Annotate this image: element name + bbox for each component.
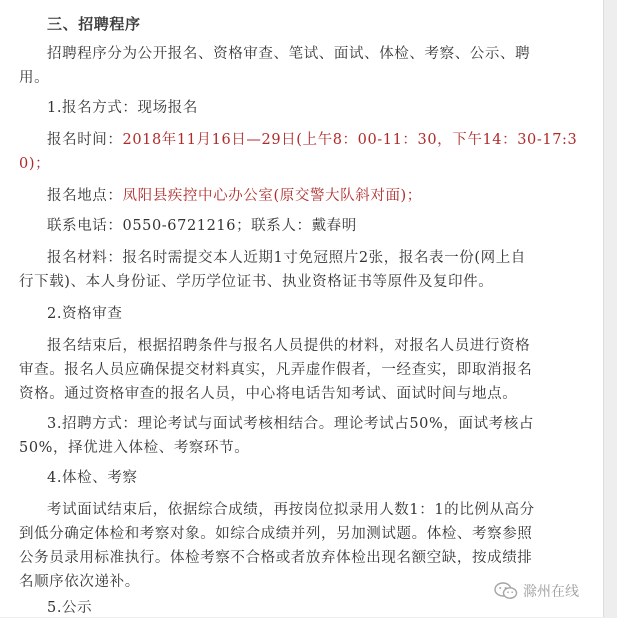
step5-title: 5.公示: [47, 600, 93, 616]
step3-line-2: 50%，择优进入体检、考察环节。: [19, 440, 250, 456]
registration-place: [47, 186, 422, 206]
step4-line-1: 考试面试结束后，依据综合成绩，再按岗位拟录用人数1：1的比例从高分: [47, 502, 535, 518]
step4-line-2: 到低分确定体检和考察对象。如综合成绩并列，另加测试题。体检、考察参照: [19, 526, 533, 542]
source-watermark: [494, 581, 579, 601]
section-heading: 三、招聘程序: [47, 15, 141, 33]
intro-line-1: 招聘程序分为公开报名、资格审查、笔试、面试、体检、考察、公示、聘: [47, 46, 531, 62]
materials-line-1: 报名材料：报名时需提交本人近期1寸免冠照片2张，报名表一份(网上自: [47, 250, 526, 266]
wechat-icon: [494, 582, 518, 600]
registration-time-line-1: [47, 130, 577, 150]
step2-title: 2.资格审查: [47, 306, 123, 322]
watermark-text: 滁州在线: [523, 584, 579, 600]
registration-time-value: 2018年11月16日—29日(上午8：00-11：30，下午14：30-17:3: [122, 132, 578, 148]
registration-place-value: 凤阳县疾控中心办公室(原交警大队斜对面)；: [122, 188, 422, 204]
intro-line-2: 用。: [19, 70, 50, 86]
step3-line-1: 3.招聘方式：理论考试与面试考核相结合。理论考试占50%，面试考核占: [47, 416, 534, 432]
step4-line-3: 公务员录用标准执行。体检考察不合格或者放弃体检出现名额空缺，按成绩排: [19, 550, 533, 566]
contact-info: 联系电话：0550-6721216；联系人：戴春明: [47, 218, 357, 234]
step2-line-1: 报名结束后，根据招聘条件与报名人员提供的材料，对报名人员进行资格: [47, 338, 531, 354]
step4-line-4: 名顺序依次递补。: [19, 574, 140, 590]
step2-line-3: 资格。通过资格审查的报名人员，中心将电话告知考试、面试时间与地点。: [19, 386, 518, 402]
step4-title: 4.体检、考察: [47, 470, 138, 486]
registration-time-line-2: 0)；: [19, 156, 51, 172]
materials-line-2: 行下载)、本人身份证、学历学位证书、执业资格证书等原件及复印件。: [19, 274, 494, 290]
registration-place-label: 报名地点：: [47, 188, 123, 204]
registration-time-label: 报名时间：: [47, 132, 123, 148]
step2-line-2: 审查。报名人员应确保提交材料真实，凡弄虚作假者，一经查实，即取消报名: [19, 362, 533, 378]
step1-title: 1.报名方式：现场报名: [47, 100, 198, 116]
